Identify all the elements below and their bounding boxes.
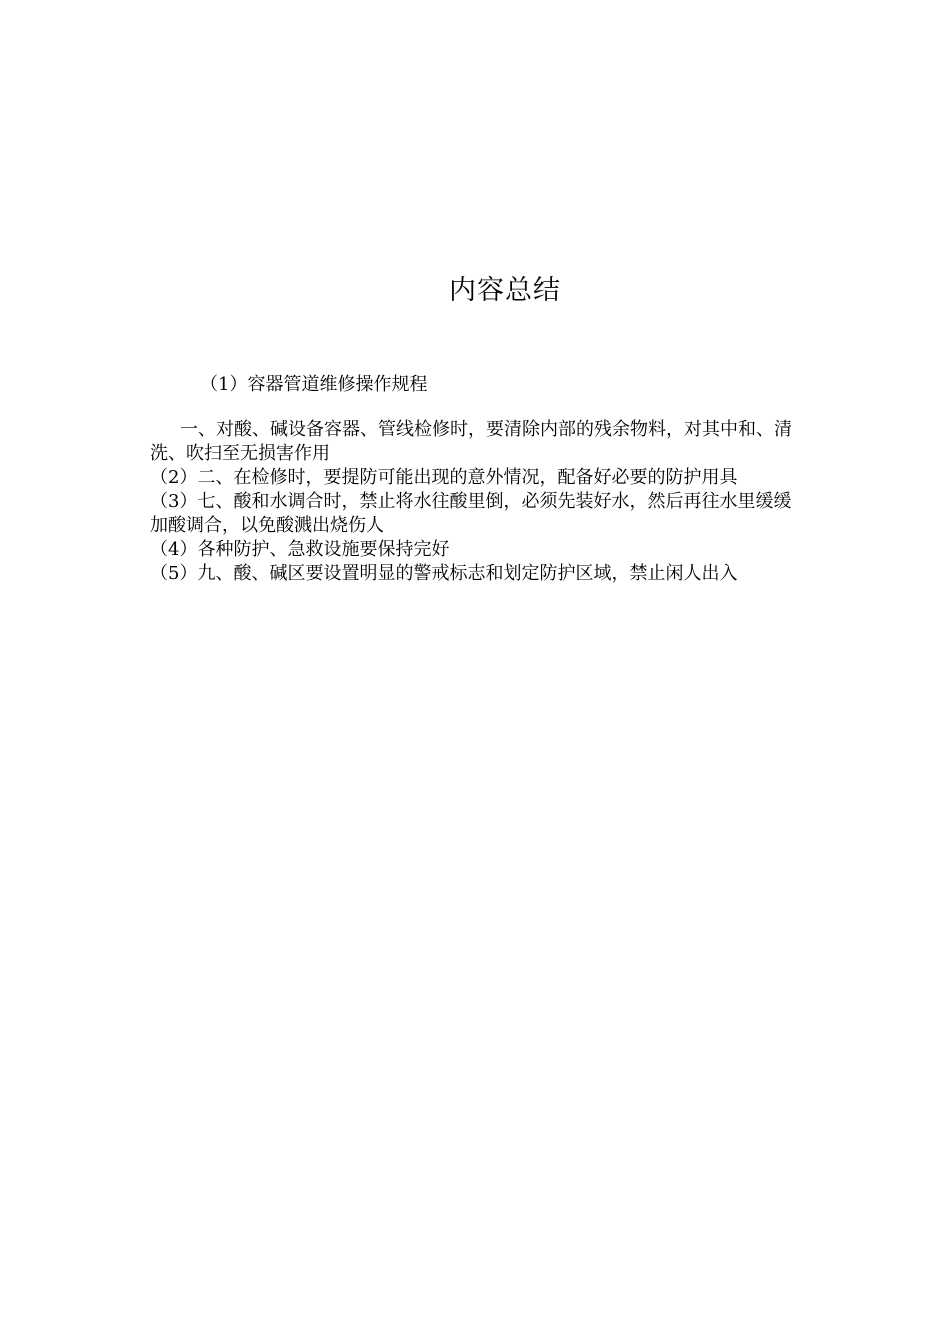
paragraph-3: （3）七、酸和水调合时，禁止将水往酸里倒，必须先装好水，然后再往水里缓缓加酸调合，以免酸溅出烧伤人 [150,491,792,536]
page-title: 内容总结 [449,275,561,306]
paragraph-1: 一、对酸、碱设备容器、管线检修时，要清除内部的残余物料，对其中和、清洗、吹扫至无损害作用 [150,419,792,464]
paragraph-5: （5）九、酸、碱区要设置明显的警戒标志和划定防护区域，禁止闲人出入 [150,563,738,584]
paragraph-2: （2）二、在检修时，要提防可能出现的意外情况，配备好必要的防护用具 [150,467,738,488]
body-text [150,418,800,586]
paragraph-4: （4）各种防护、急救设施要保持完好 [150,539,450,560]
section-heading: （1）容器管道维修操作规程 [200,374,428,395]
